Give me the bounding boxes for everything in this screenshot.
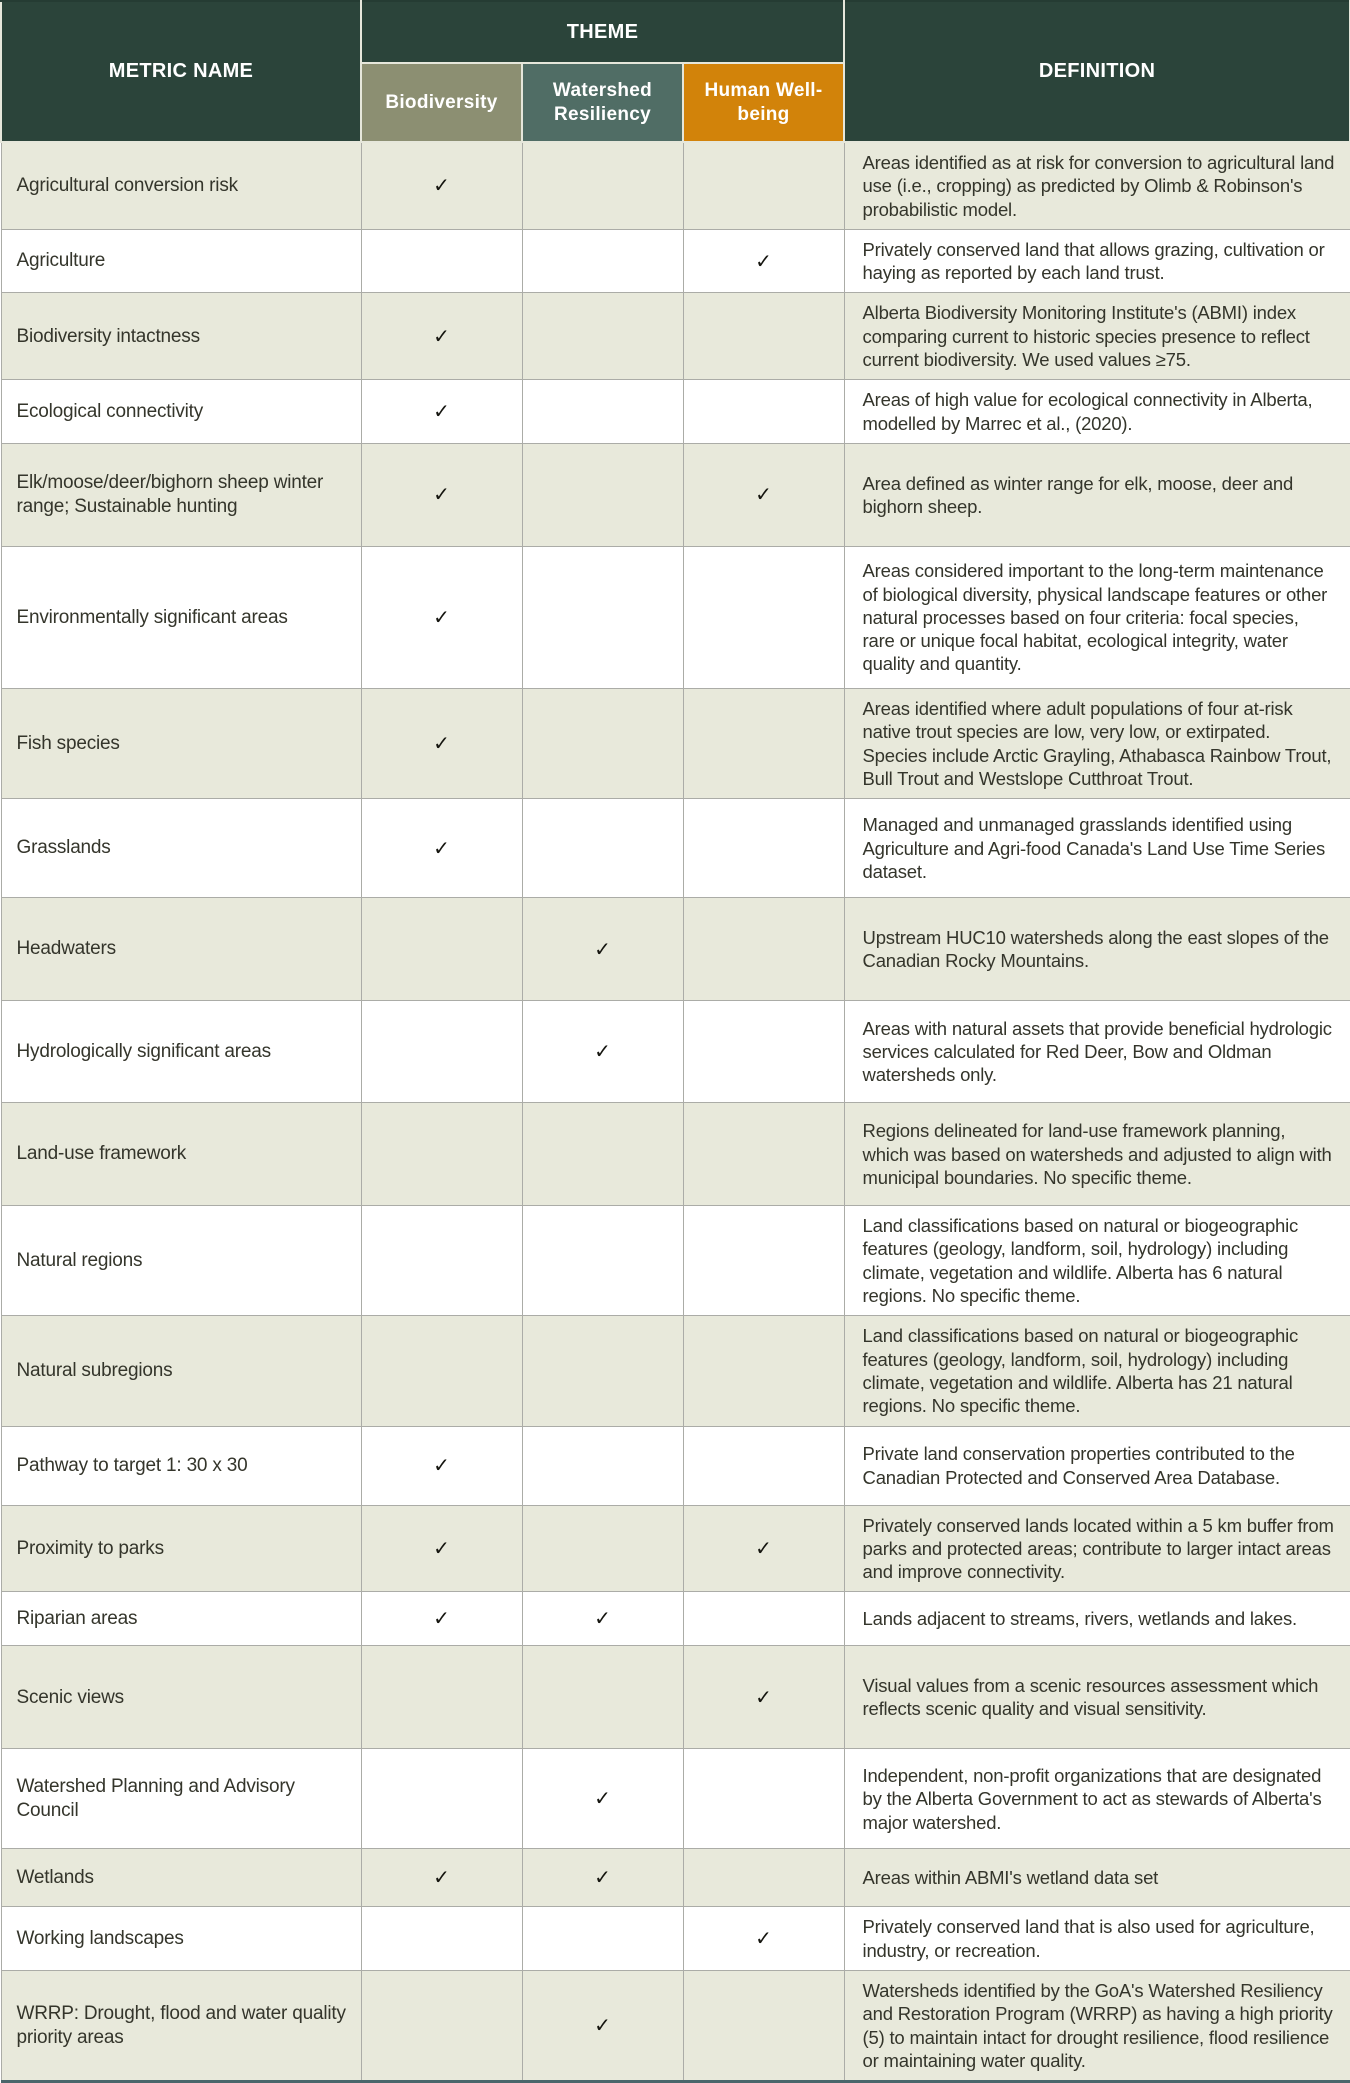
definition-cell: Areas within ABMI's wetland data set (844, 1849, 1350, 1907)
check-biodiversity (361, 1103, 522, 1206)
check-biodiversity: ✓ (361, 1592, 522, 1646)
check-watershed-resiliency (522, 799, 683, 898)
metric-name-cell: Environmentally significant areas (1, 546, 361, 688)
metric-name-cell: WRRP: Drought, flood and water quality priority areas (1, 1971, 361, 2082)
check-biodiversity (361, 898, 522, 1001)
check-biodiversity: ✓ (361, 546, 522, 688)
check-biodiversity (361, 1749, 522, 1849)
check-human-well-being: ✓ (683, 1646, 844, 1749)
check-human-well-being (683, 142, 844, 229)
metric-name-cell: Biodiversity intactness (1, 293, 361, 380)
check-biodiversity (361, 1206, 522, 1316)
definition-cell: Land classifications based on natural or biogeographic features (geology, landform, soil, hydrology) including climate, vegetation and wildlife. Alberta has 21 natural regions. No specific theme. (844, 1316, 1350, 1426)
table-row (1, 1907, 1350, 1971)
metric-name-cell: Pathway to target 1: 30 x 30 (1, 1426, 361, 1505)
table-row (1, 1316, 1350, 1426)
check-biodiversity: ✓ (361, 1505, 522, 1592)
table-row (1, 1849, 1350, 1907)
check-biodiversity: ✓ (361, 799, 522, 898)
check-watershed-resiliency: ✓ (522, 898, 683, 1001)
check-biodiversity (361, 1971, 522, 2082)
check-human-well-being (683, 688, 844, 798)
check-human-well-being (683, 1849, 844, 1907)
check-biodiversity: ✓ (361, 142, 522, 229)
check-human-well-being (683, 1749, 844, 1849)
check-watershed-resiliency (522, 1426, 683, 1505)
definition-cell: Visual values from a scenic resources assessment which reflects scenic quality and visual sensitivity. (844, 1646, 1350, 1749)
check-watershed-resiliency (522, 688, 683, 798)
table-row (1, 142, 1350, 229)
check-watershed-resiliency (522, 1103, 683, 1206)
table-row (1, 1426, 1350, 1505)
check-human-well-being (683, 546, 844, 688)
definition-cell: Privately conserved land that allows grazing, cultivation or haying as reported by each land trust. (844, 229, 1350, 293)
check-biodiversity: ✓ (361, 1426, 522, 1505)
check-human-well-being (683, 380, 844, 444)
metric-name-cell: Fish species (1, 688, 361, 798)
table-row (1, 1749, 1350, 1849)
table-header (1, 1, 1350, 142)
table-row (1, 1206, 1350, 1316)
check-watershed-resiliency: ✓ (522, 1749, 683, 1849)
check-biodiversity: ✓ (361, 443, 522, 546)
check-watershed-resiliency: ✓ (522, 1001, 683, 1103)
table-row (1, 1592, 1350, 1646)
check-watershed-resiliency (522, 1646, 683, 1749)
definition-cell: Land classifications based on natural or biogeographic features (geology, landform, soil, hydrology) including climate, vegetation and wildlife. Alberta has 6 natural regions. No specific theme. (844, 1206, 1350, 1316)
check-human-well-being (683, 1426, 844, 1505)
table-row (1, 293, 1350, 380)
metric-name-cell: Scenic views (1, 1646, 361, 1749)
definition-cell: Private land conservation properties contributed to the Canadian Protected and Conserved Area Database. (844, 1426, 1350, 1505)
metric-name-cell: Natural subregions (1, 1316, 361, 1426)
table-row (1, 688, 1350, 798)
check-human-well-being (683, 799, 844, 898)
check-biodiversity (361, 229, 522, 293)
metric-name-cell: Elk/moose/deer/bighorn sheep winter range; Sustainable hunting (1, 443, 361, 546)
table-body (1, 142, 1350, 2082)
check-human-well-being (683, 1206, 844, 1316)
metric-name-cell: Ecological connectivity (1, 380, 361, 444)
definition-cell: Area defined as winter range for elk, moose, deer and bighorn sheep. (844, 443, 1350, 546)
table-row (1, 229, 1350, 293)
check-human-well-being (683, 1971, 844, 2082)
check-biodiversity (361, 1646, 522, 1749)
definition-cell: Alberta Biodiversity Monitoring Institute's (ABMI) index comparing current to historic species presence to reflect current biodiversity. We used values ≥75. (844, 293, 1350, 380)
metric-name-cell: Agriculture (1, 229, 361, 293)
metric-name-cell: Wetlands (1, 1849, 361, 1907)
definition-cell: Lands adjacent to streams, rivers, wetlands and lakes. (844, 1592, 1350, 1646)
check-human-well-being (683, 1103, 844, 1206)
definition-cell: Privately conserved lands located within a 5 km buffer from parks and protected areas; contribute to larger intact areas and improve connectivity. (844, 1505, 1350, 1592)
check-watershed-resiliency: ✓ (522, 1592, 683, 1646)
definition-cell: Areas identified where adult populations of four at-risk native trout species are low, very low, or extirpated. Species include Arctic Grayling, Athabasca Rainbow Trout, Bull Trout and Westslope Cutthroat Trout. (844, 688, 1350, 798)
check-biodiversity (361, 1316, 522, 1426)
check-watershed-resiliency (522, 1907, 683, 1971)
table-row (1, 1001, 1350, 1103)
table-row (1, 546, 1350, 688)
check-watershed-resiliency (522, 293, 683, 380)
check-watershed-resiliency (522, 1206, 683, 1316)
definition-header: DEFINITION (844, 1, 1350, 142)
check-watershed-resiliency (522, 380, 683, 444)
table-row (1, 1971, 1350, 2082)
metric-name-cell: Land-use framework (1, 1103, 361, 1206)
metric-name-cell: Working landscapes (1, 1907, 361, 1971)
check-biodiversity (361, 1907, 522, 1971)
definition-cell: Independent, non-profit organizations that are designated by the Alberta Government to act as stewards of Alberta's major watershed. (844, 1749, 1350, 1849)
definition-cell: Managed and unmanaged grasslands identified using Agriculture and Agri-food Canada's Land Use Time Series dataset. (844, 799, 1350, 898)
metric-name-cell: Proximity to parks (1, 1505, 361, 1592)
table-row (1, 1646, 1350, 1749)
metric-name-header: METRIC NAME (1, 1, 361, 142)
definition-cell: Areas of high value for ecological connectivity in Alberta, modelled by Marrec et al., (2020). (844, 380, 1350, 444)
check-human-well-being (683, 293, 844, 380)
check-biodiversity: ✓ (361, 1849, 522, 1907)
check-watershed-resiliency (522, 1505, 683, 1592)
theme-subheader-biodiversity: Biodiversity (361, 63, 522, 142)
theme-subheader-watershed-resiliency: Watershed Resiliency (522, 63, 683, 142)
definition-cell: Areas with natural assets that provide beneficial hydrologic services calculated for Red Deer, Bow and Oldman watersheds only. (844, 1001, 1350, 1103)
definition-cell: Areas considered important to the long-term maintenance of biological diversity, physical landscape features or other natural processes based on four criteria: focal species, rare or unique focal habitat, ecological integrity, water quality and quantity. (844, 546, 1350, 688)
definition-cell: Regions delineated for land-use framework planning, which was based on watersheds and adjusted to align with municipal boundaries. No specific theme. (844, 1103, 1350, 1206)
definition-cell: Watersheds identified by the GoA's Watershed Resiliency and Restoration Program (WRRP) as having a high priority (5) to maintain intact for drought resilience, flood resilience or maintaining water quality. (844, 1971, 1350, 2082)
metric-name-cell: Agricultural conversion risk (1, 142, 361, 229)
check-watershed-resiliency: ✓ (522, 1849, 683, 1907)
table-row (1, 799, 1350, 898)
check-biodiversity: ✓ (361, 293, 522, 380)
check-human-well-being (683, 1592, 844, 1646)
table-row (1, 380, 1350, 444)
theme-subheader-human-well-being: Human Well-being (683, 63, 844, 142)
check-biodiversity: ✓ (361, 688, 522, 798)
table-row (1, 1103, 1350, 1206)
check-human-well-being: ✓ (683, 443, 844, 546)
metric-name-cell: Grasslands (1, 799, 361, 898)
check-human-well-being: ✓ (683, 1505, 844, 1592)
metric-name-cell: Riparian areas (1, 1592, 361, 1646)
check-biodiversity (361, 1001, 522, 1103)
definition-cell: Areas identified as at risk for conversion to agricultural land use (i.e., cropping) as predicted by Olimb & Robinson's probabilistic model. (844, 142, 1350, 229)
metric-name-cell: Headwaters (1, 898, 361, 1001)
check-human-well-being (683, 898, 844, 1001)
check-biodiversity: ✓ (361, 380, 522, 444)
check-watershed-resiliency (522, 546, 683, 688)
check-human-well-being (683, 1316, 844, 1426)
check-human-well-being (683, 1001, 844, 1103)
metric-name-cell: Watershed Planning and Advisory Council (1, 1749, 361, 1849)
check-watershed-resiliency: ✓ (522, 1971, 683, 2082)
table-row (1, 898, 1350, 1001)
theme-header: THEME (361, 1, 844, 63)
check-human-well-being: ✓ (683, 229, 844, 293)
metric-name-cell: Hydrologically significant areas (1, 1001, 361, 1103)
definition-cell: Privately conserved land that is also used for agriculture, industry, or recreation. (844, 1907, 1350, 1971)
table-row (1, 443, 1350, 546)
check-watershed-resiliency (522, 443, 683, 546)
metric-name-cell: Natural regions (1, 1206, 361, 1316)
table-row (1, 1505, 1350, 1592)
check-watershed-resiliency (522, 142, 683, 229)
check-human-well-being: ✓ (683, 1907, 844, 1971)
check-watershed-resiliency (522, 229, 683, 293)
check-watershed-resiliency (522, 1316, 683, 1426)
definition-cell: Upstream HUC10 watersheds along the east slopes of the Canadian Rocky Mountains. (844, 898, 1350, 1001)
